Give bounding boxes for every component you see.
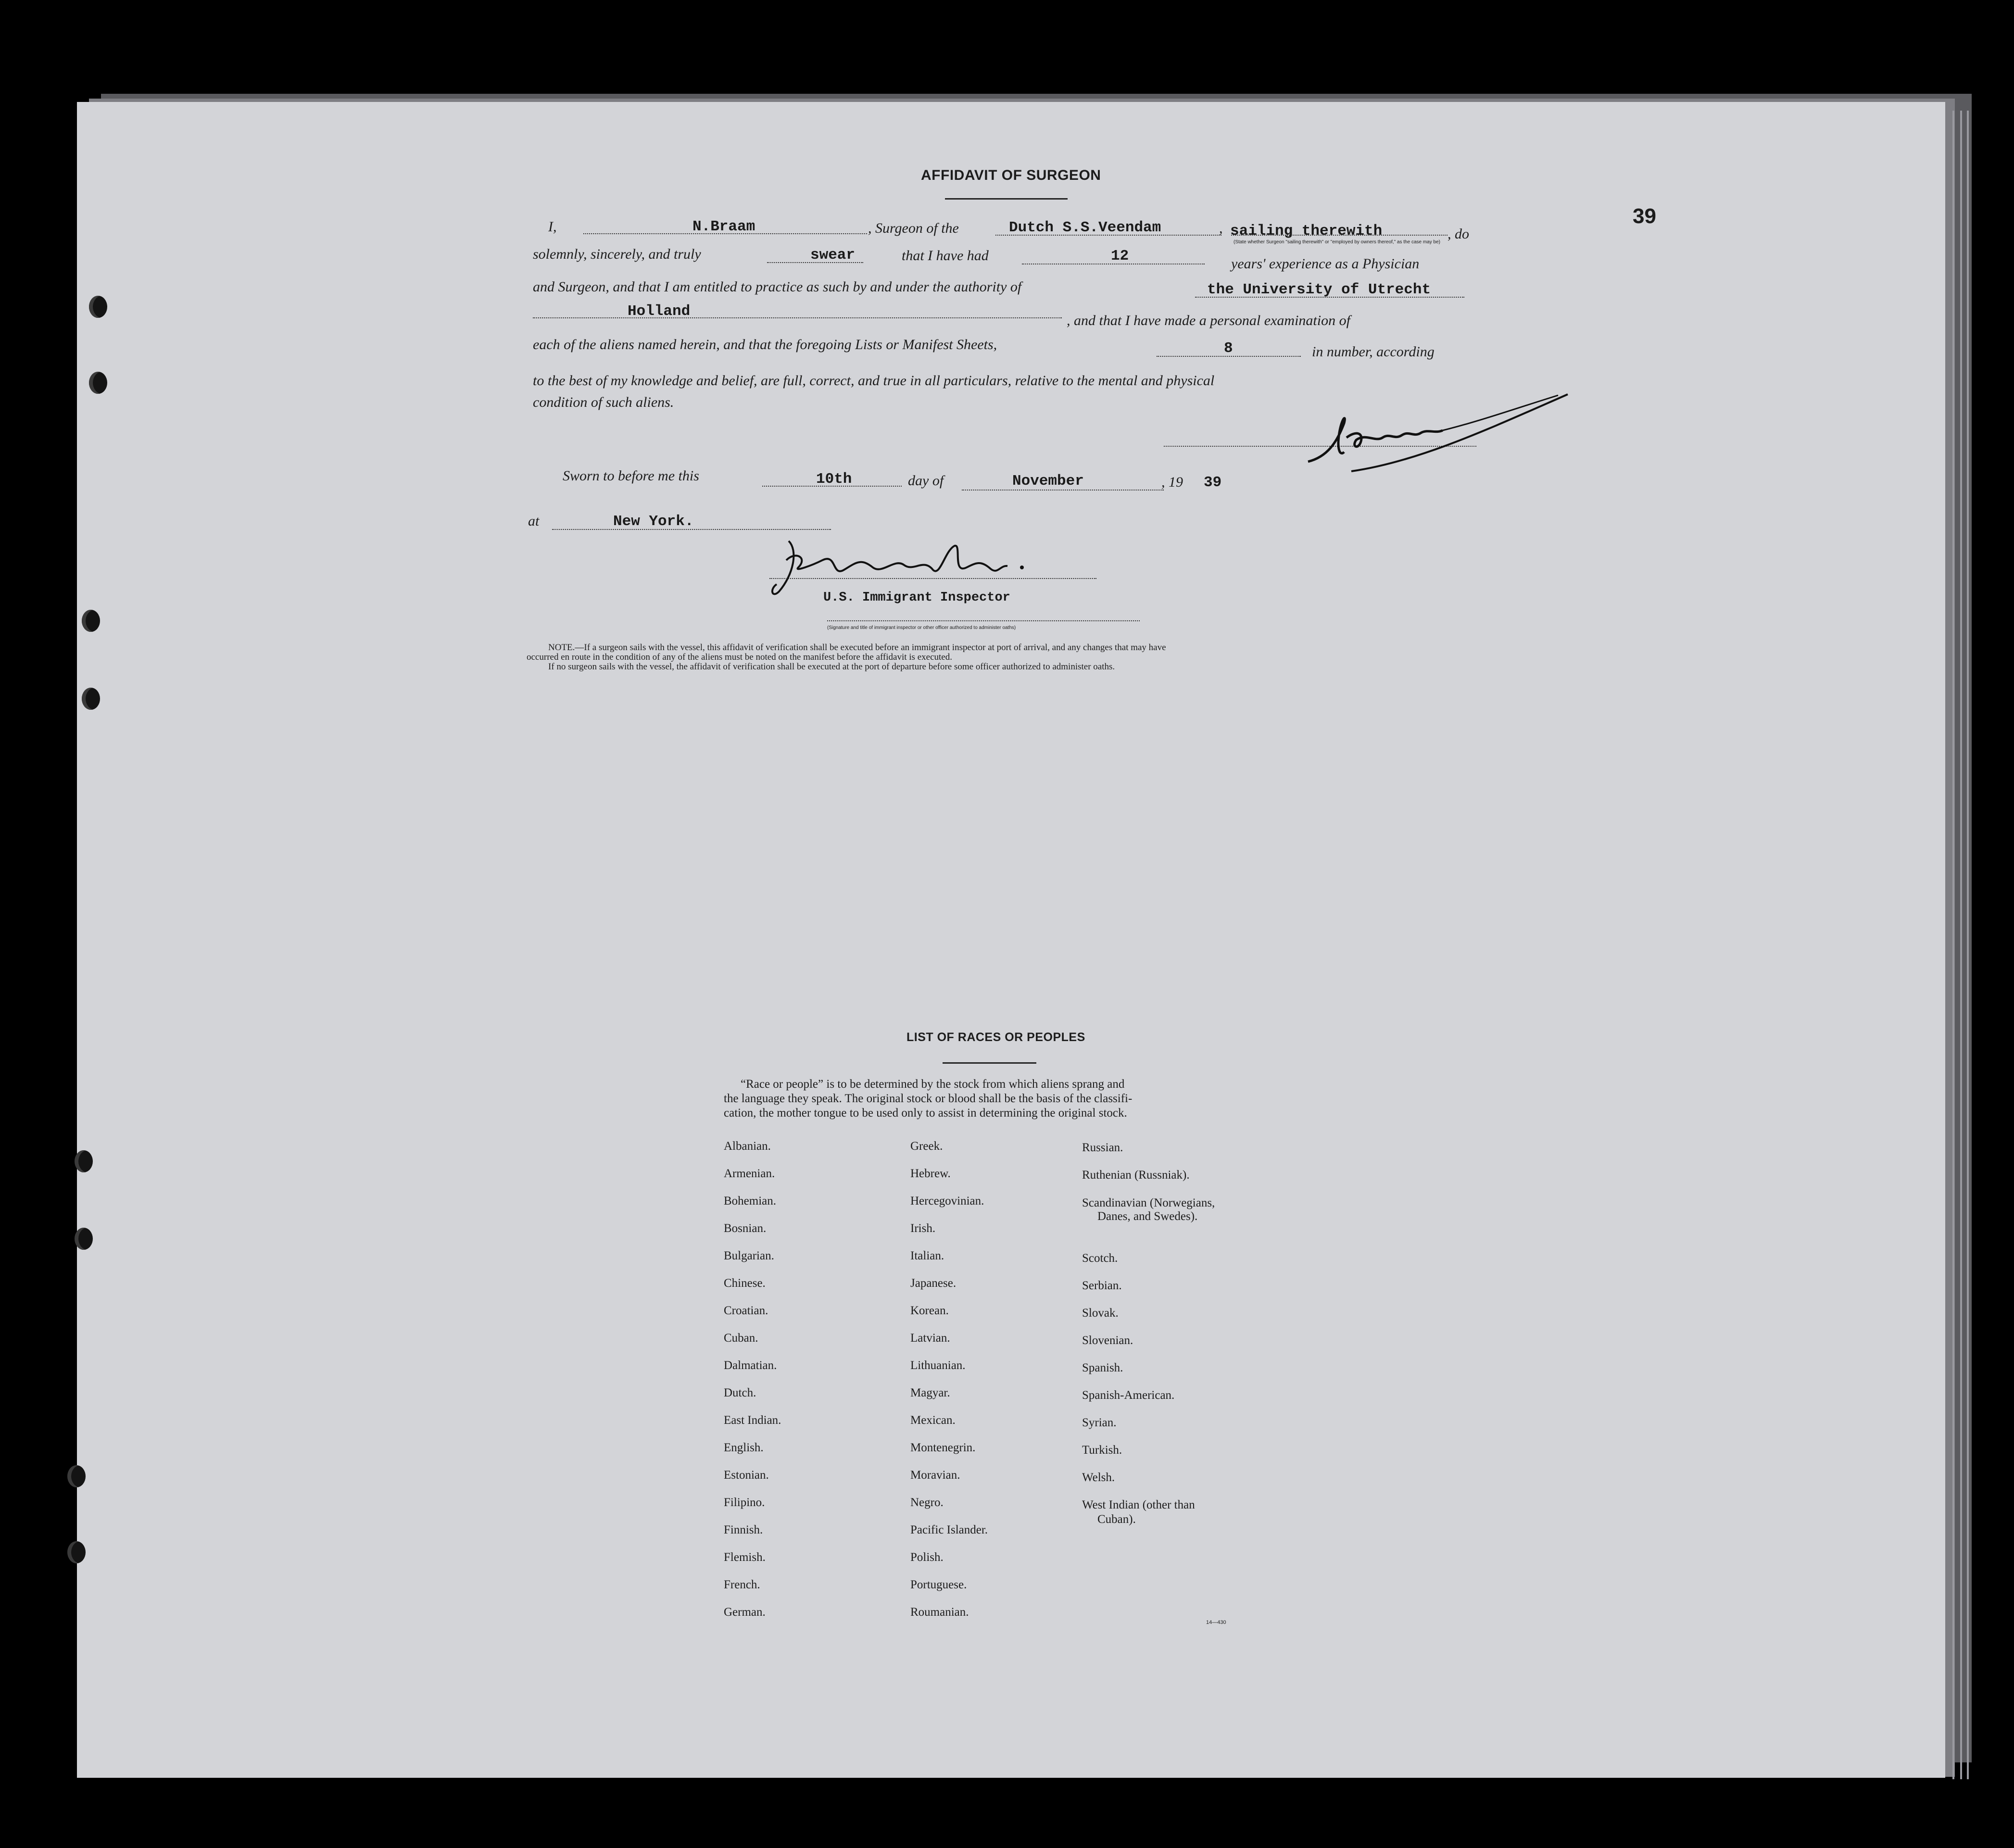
- race-item: Irish.: [910, 1222, 936, 1235]
- page-stack-edge: [1952, 111, 1954, 1779]
- years: 12: [1111, 248, 1129, 264]
- race-item: Slovak.: [1082, 1307, 1119, 1320]
- sworn-day: 10th: [816, 471, 852, 488]
- authority-country: Holland: [628, 303, 691, 320]
- race-item: Greek.: [910, 1140, 943, 1153]
- race-item: Bohemian.: [724, 1194, 777, 1207]
- race-item: East Indian.: [724, 1414, 781, 1427]
- ship-name: Dutch S.S.Veendam: [1009, 219, 1161, 236]
- label-knowledge: to the best of my knowledge and belief, are full, correct, and true in all particulars, relative to the mental and physical: [533, 373, 1215, 389]
- page-stack-edge: [1960, 111, 1962, 1779]
- race-item: Croatian.: [724, 1304, 768, 1317]
- label-solemnly: solemnly, sincerely, and truly: [533, 246, 701, 262]
- fill-line: [533, 317, 1062, 318]
- race-item: Montenegrin.: [910, 1441, 976, 1454]
- race-item: Pacific Islander.: [910, 1523, 988, 1536]
- race-item: English.: [724, 1441, 764, 1454]
- note-line-2: occurred en route in the condition of any of the aliens must be noted on the manifest before the affidavit is executed.: [527, 652, 952, 662]
- race-item: Chinese.: [724, 1277, 766, 1290]
- officer-title: U.S. Immigrant Inspector: [823, 591, 1010, 605]
- race-item: French.: [724, 1578, 760, 1591]
- label-surgeon-of: , Surgeon of the: [868, 220, 959, 236]
- race-item: Mexican.: [910, 1414, 956, 1427]
- races-intro-1: “Race or people” is to be determined by the stock from which aliens sprang and: [741, 1078, 1125, 1091]
- race-item: Spanish.: [1082, 1361, 1123, 1374]
- label-had: that I have had: [902, 248, 989, 264]
- sworn-month: November: [1012, 473, 1084, 490]
- race-item: Russian.: [1082, 1141, 1123, 1154]
- race-item: Welsh.: [1082, 1471, 1115, 1484]
- race-item: Scotch.: [1082, 1252, 1118, 1265]
- race-item: Italian.: [910, 1249, 944, 1262]
- race-item: Spanish-American.: [1082, 1389, 1175, 1402]
- race-item: Moravian.: [910, 1469, 960, 1482]
- race-item: Korean.: [910, 1304, 949, 1317]
- title-rule: [945, 198, 1068, 200]
- race-item: Hercegovinian.: [910, 1194, 984, 1207]
- fill-line: [769, 578, 1096, 579]
- races-intro-2: the language they speak. The original stock or blood shall be the basis of the classifi-: [724, 1092, 1133, 1105]
- race-item: German.: [724, 1606, 766, 1619]
- oath: swear: [810, 247, 856, 264]
- label-sworn: Sworn to before me this: [563, 468, 699, 484]
- punch-hole: [89, 372, 107, 394]
- sheets-count: 8: [1224, 340, 1233, 357]
- race-item: Magyar.: [910, 1386, 950, 1399]
- fill-line: [827, 620, 1140, 621]
- label-condition: condition of such aliens.: [533, 394, 674, 410]
- label-aliens: each of the aliens named herein, and that the foregoing Lists or Manifest Sheets,: [533, 337, 997, 352]
- note-line-3: If no surgeon sails with the vessel, the affidavit of verification shall be executed at the port of departure before some officer authorized to administer oaths.: [548, 662, 1115, 672]
- race-item: Bosnian.: [724, 1222, 767, 1235]
- comma: ,: [1219, 220, 1223, 236]
- race-item: Japanese.: [910, 1277, 957, 1290]
- race-item: Scandinavian (Norwegians,: [1082, 1196, 1215, 1209]
- officer-caption: (Signature and title of immigrant inspector or other officer authorized to administer oaths): [827, 625, 1016, 630]
- race-item: West Indian (other than: [1082, 1498, 1195, 1511]
- race-item: Negro.: [910, 1496, 944, 1509]
- label-do: , do: [1448, 226, 1469, 242]
- race-item: Latvian.: [910, 1332, 950, 1345]
- label-experience: years' experience as a Physician: [1231, 256, 1420, 272]
- race-item: Polish.: [910, 1551, 944, 1564]
- label-at: at: [528, 513, 540, 529]
- race-item: Lithuanian.: [910, 1359, 966, 1372]
- label-examination: , and that I have made a personal examination of: [1067, 313, 1350, 328]
- sailing-status: sailing therewith: [1230, 223, 1383, 239]
- race-item: Portuguese.: [910, 1578, 967, 1591]
- race-item: Cuban.: [724, 1332, 758, 1345]
- punch-hole: [82, 610, 100, 632]
- punch-hole: [67, 1541, 86, 1563]
- race-item: Estonian.: [724, 1469, 769, 1482]
- race-item: Danes, and Swedes).: [1097, 1210, 1198, 1223]
- race-item: Slovenian.: [1082, 1334, 1133, 1347]
- race-item: Syrian.: [1082, 1416, 1117, 1429]
- race-item: Cuban).: [1097, 1513, 1136, 1526]
- race-item: Roumanian.: [910, 1606, 969, 1619]
- punch-hole: [75, 1150, 93, 1172]
- race-item: Finnish.: [724, 1523, 763, 1536]
- punch-hole: [82, 688, 100, 710]
- label-19: , 19: [1161, 474, 1183, 490]
- label-day-of: day of: [908, 473, 944, 489]
- surgeon-name: N.Braam: [692, 218, 755, 235]
- punch-hole: [75, 1228, 93, 1250]
- page-number: 39: [1633, 204, 1656, 228]
- document-page: [77, 102, 1945, 1778]
- note-line-1: NOTE.—If a surgeon sails with the vessel, this affidavit of verification shall be executed before an immigrant inspector at port of arrival, and any changes that may have: [548, 642, 1166, 653]
- sworn-year: 39: [1204, 474, 1222, 491]
- sworn-place: New York.: [613, 513, 694, 530]
- label-i: I,: [548, 219, 557, 235]
- races-title-rule: [943, 1062, 1036, 1064]
- form-number: 14—430: [1206, 1620, 1226, 1625]
- race-item: Flemish.: [724, 1551, 766, 1564]
- sailing-note: (State whether Surgeon "sailing therewith" or "employed by owners thereof," as the case may be): [1234, 239, 1440, 245]
- race-item: Albanian.: [724, 1140, 771, 1153]
- race-item: Bulgarian.: [724, 1249, 774, 1262]
- races-intro-3: cation, the mother tongue to be used only to assist in determining the original stock.: [724, 1106, 1127, 1119]
- race-item: Armenian.: [724, 1167, 775, 1180]
- race-item: Serbian.: [1082, 1279, 1122, 1292]
- punch-hole: [67, 1465, 86, 1487]
- affidavit-title: AFFIDAVIT OF SURGEON: [921, 167, 1101, 183]
- races-title: LIST OF RACES OR PEOPLES: [906, 1031, 1085, 1044]
- authority: the University of Utrecht: [1207, 281, 1431, 298]
- page-stack-edge: [1967, 111, 1969, 1779]
- surgeon-signature: [1298, 385, 1577, 481]
- race-item: Ruthenian (Russniak).: [1082, 1169, 1190, 1182]
- punch-hole: [89, 296, 107, 318]
- race-item: Turkish.: [1082, 1444, 1122, 1457]
- race-item: Dutch.: [724, 1386, 756, 1399]
- race-item: Dalmatian.: [724, 1359, 777, 1372]
- race-item: Filipino.: [724, 1496, 765, 1509]
- race-item: Hebrew.: [910, 1167, 951, 1180]
- label-authority: and Surgeon, and that I am entitled to practice as such by and under the authority of: [533, 279, 1022, 295]
- label-in-number: in number, according: [1312, 344, 1435, 360]
